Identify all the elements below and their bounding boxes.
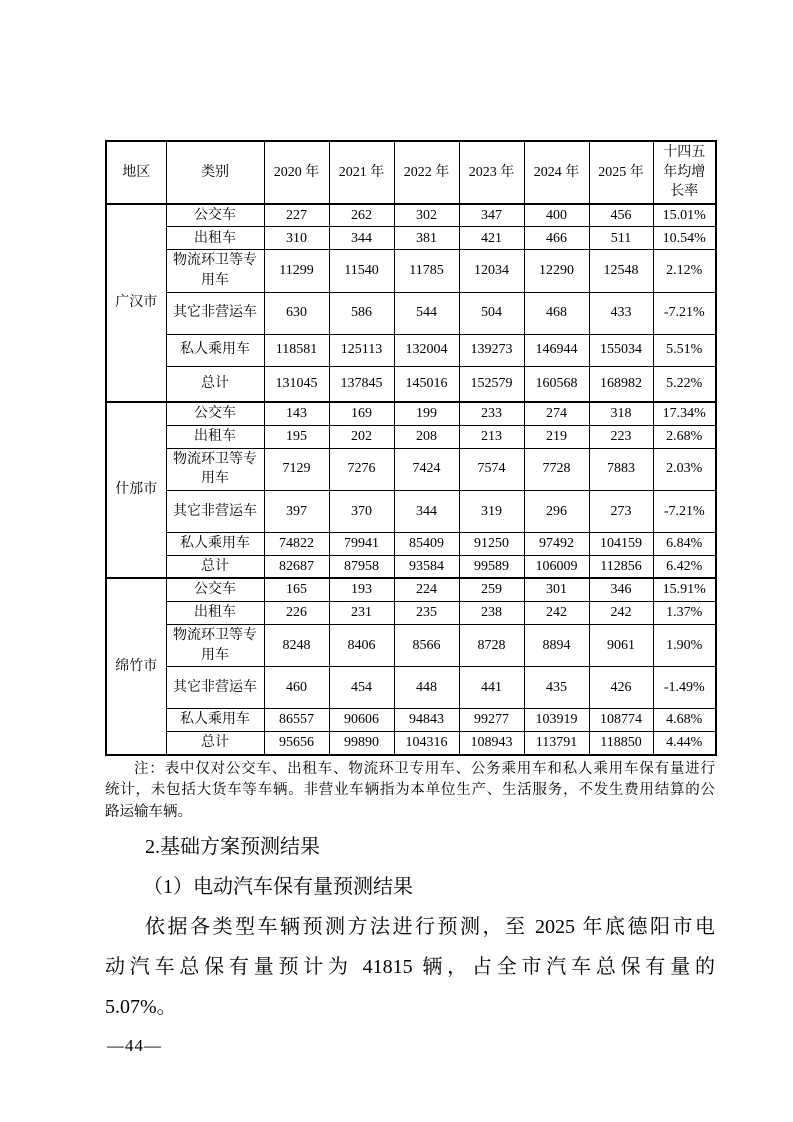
growth-cell: 17.34% — [653, 402, 716, 425]
growth-cell: 5.51% — [653, 334, 716, 366]
value-cell: 93584 — [394, 555, 459, 578]
subsection-heading: （1）电动汽车保有量预测结果 — [143, 876, 413, 899]
value-cell: 202 — [329, 425, 394, 448]
value-cell: 441 — [459, 667, 524, 709]
value-cell: 426 — [589, 667, 653, 709]
value-cell: 344 — [329, 227, 394, 250]
table-row — [106, 334, 716, 366]
value-cell: 235 — [394, 602, 459, 625]
value-cell: 12290 — [524, 250, 589, 292]
value-cell: 152579 — [459, 366, 524, 402]
value-cell: 7728 — [524, 448, 589, 490]
value-cell: 468 — [524, 292, 589, 334]
value-cell: 213 — [459, 425, 524, 448]
value-cell: 143 — [264, 402, 329, 425]
value-cell: 630 — [264, 292, 329, 334]
table-row — [106, 732, 716, 755]
value-cell: 397 — [264, 490, 329, 532]
value-cell: 448 — [394, 667, 459, 709]
table-row — [106, 625, 716, 667]
value-cell: 82687 — [264, 555, 329, 578]
value-cell: 238 — [459, 602, 524, 625]
table-row — [106, 555, 716, 578]
value-cell: 160568 — [524, 366, 589, 402]
growth-cell: 10.54% — [653, 227, 716, 250]
category-cell: 物流环卫等专用车 — [166, 250, 264, 292]
value-cell: 131045 — [264, 366, 329, 402]
table-header-row — [106, 141, 716, 204]
table-body — [106, 204, 716, 755]
value-cell: 421 — [459, 227, 524, 250]
value-cell: 99277 — [459, 709, 524, 732]
growth-cell: 6.84% — [653, 532, 716, 555]
value-cell: 586 — [329, 292, 394, 334]
value-cell: 454 — [329, 667, 394, 709]
category-cell: 总计 — [166, 732, 264, 755]
table-row — [106, 366, 716, 402]
category-cell: 公交车 — [166, 578, 264, 601]
value-cell: 113791 — [524, 732, 589, 755]
growth-cell: 1.90% — [653, 625, 716, 667]
value-cell: 227 — [264, 204, 329, 227]
growth-cell: -7.21% — [653, 292, 716, 334]
value-cell: 456 — [589, 204, 653, 227]
value-cell: 85409 — [394, 532, 459, 555]
value-cell: 165 — [264, 578, 329, 601]
category-cell: 其它非营运车 — [166, 667, 264, 709]
value-cell: 8406 — [329, 625, 394, 667]
value-cell: 11299 — [264, 250, 329, 292]
table-row — [106, 292, 716, 334]
value-cell: 273 — [589, 490, 653, 532]
value-cell: 370 — [329, 490, 394, 532]
category-cell: 私人乘用车 — [166, 334, 264, 366]
value-cell: 346 — [589, 578, 653, 601]
value-cell: 259 — [459, 578, 524, 601]
value-cell: 155034 — [589, 334, 653, 366]
category-cell: 私人乘用车 — [166, 532, 264, 555]
value-cell: 99589 — [459, 555, 524, 578]
table-row — [106, 227, 716, 250]
value-cell: 104316 — [394, 732, 459, 755]
value-cell: 199 — [394, 402, 459, 425]
category-cell: 公交车 — [166, 402, 264, 425]
paragraph-line: 依据各类型车辆预测方法进行预测，至 2025 年底德阳市电 — [145, 916, 715, 939]
value-cell: 8566 — [394, 625, 459, 667]
header-year-2025: 2025 年 — [589, 141, 653, 204]
value-cell: 7424 — [394, 448, 459, 490]
growth-cell: 5.22% — [653, 366, 716, 402]
value-cell: 74822 — [264, 532, 329, 555]
page-number: —44— — [107, 1036, 162, 1056]
table-row — [106, 709, 716, 732]
category-cell: 出租车 — [166, 227, 264, 250]
table-row — [106, 402, 716, 425]
table-row — [106, 578, 716, 601]
value-cell: 301 — [524, 578, 589, 601]
table-row — [106, 448, 716, 490]
region-cell: 绵竹市 — [106, 578, 166, 754]
category-cell: 公交车 — [166, 204, 264, 227]
value-cell: 208 — [394, 425, 459, 448]
growth-cell: 2.68% — [653, 425, 716, 448]
value-cell: 302 — [394, 204, 459, 227]
value-cell: 132004 — [394, 334, 459, 366]
value-cell: 219 — [524, 425, 589, 448]
value-cell: 233 — [459, 402, 524, 425]
table-row — [106, 204, 716, 227]
value-cell: 11540 — [329, 250, 394, 292]
value-cell: 7129 — [264, 448, 329, 490]
note-line: 路运输车辆。 — [105, 803, 192, 820]
growth-cell: -7.21% — [653, 490, 716, 532]
value-cell: 7883 — [589, 448, 653, 490]
region-cell: 广汉市 — [106, 204, 166, 402]
table-row — [106, 667, 716, 709]
value-cell: 319 — [459, 490, 524, 532]
value-cell: 90606 — [329, 709, 394, 732]
header-year-2024: 2024 年 — [524, 141, 589, 204]
header-growth-rate: 十四五年均增长率 — [653, 141, 716, 204]
value-cell: 108943 — [459, 732, 524, 755]
value-cell: 97492 — [524, 532, 589, 555]
table-row — [106, 425, 716, 448]
category-cell: 其它非营运车 — [166, 490, 264, 532]
value-cell: 195 — [264, 425, 329, 448]
value-cell: 226 — [264, 602, 329, 625]
value-cell: 12034 — [459, 250, 524, 292]
value-cell: 9061 — [589, 625, 653, 667]
category-cell: 出租车 — [166, 602, 264, 625]
value-cell: 460 — [264, 667, 329, 709]
value-cell: 8728 — [459, 625, 524, 667]
growth-cell: 1.37% — [653, 602, 716, 625]
value-cell: 106009 — [524, 555, 589, 578]
value-cell: 12548 — [589, 250, 653, 292]
value-cell: 262 — [329, 204, 394, 227]
body-paragraph — [105, 907, 715, 1027]
value-cell: 95656 — [264, 732, 329, 755]
value-cell: 99890 — [329, 732, 394, 755]
value-cell: 137845 — [329, 366, 394, 402]
paragraph-line: 5.07%。 — [105, 996, 177, 1019]
table-row — [106, 250, 716, 292]
value-cell: 108774 — [589, 709, 653, 732]
growth-cell: 6.42% — [653, 555, 716, 578]
value-cell: 86557 — [264, 709, 329, 732]
growth-cell: 2.03% — [653, 448, 716, 490]
value-cell: 504 — [459, 292, 524, 334]
value-cell: 7276 — [329, 448, 394, 490]
section-heading: 2.基础方案预测结果 — [145, 836, 320, 859]
value-cell: 104159 — [589, 532, 653, 555]
value-cell: 168982 — [589, 366, 653, 402]
page-content — [105, 140, 715, 1056]
value-cell: 125113 — [329, 334, 394, 366]
table-row — [106, 490, 716, 532]
value-cell: 79941 — [329, 532, 394, 555]
value-cell: 400 — [524, 204, 589, 227]
value-cell: 224 — [394, 578, 459, 601]
value-cell: 139273 — [459, 334, 524, 366]
note-line: 注：表中仅对公交车、出租车、物流环卫专用车、公务乘用车和私人乘用车保有量进行 — [134, 760, 715, 777]
value-cell: 344 — [394, 490, 459, 532]
category-cell: 出租车 — [166, 425, 264, 448]
table-note — [105, 759, 715, 824]
growth-cell: 15.91% — [653, 578, 716, 601]
category-cell: 物流环卫等专用车 — [166, 625, 264, 667]
value-cell: 310 — [264, 227, 329, 250]
category-cell: 物流环卫等专用车 — [166, 448, 264, 490]
value-cell: 433 — [589, 292, 653, 334]
category-cell: 私人乘用车 — [166, 709, 264, 732]
table-row — [106, 532, 716, 555]
value-cell: 274 — [524, 402, 589, 425]
value-cell: 193 — [329, 578, 394, 601]
value-cell: 94843 — [394, 709, 459, 732]
table-row — [106, 602, 716, 625]
value-cell: 466 — [524, 227, 589, 250]
note-line: 统计，未包括大货车等车辆。非营业车辆指为本单位生产、生活服务，不发生费用结算的公 — [105, 782, 715, 799]
header-year-2020: 2020 年 — [264, 141, 329, 204]
value-cell: 11785 — [394, 250, 459, 292]
value-cell: 8248 — [264, 625, 329, 667]
value-cell: 318 — [589, 402, 653, 425]
value-cell: 381 — [394, 227, 459, 250]
header-year-2023: 2023 年 — [459, 141, 524, 204]
vehicle-forecast-table — [105, 140, 717, 756]
category-cell: 总计 — [166, 555, 264, 578]
header-category: 类别 — [166, 141, 264, 204]
paragraph-line: 动汽车总保有量预计为 41815 辆，占全市汽车总保有量的 — [105, 956, 715, 979]
value-cell: 87958 — [329, 555, 394, 578]
value-cell: 118850 — [589, 732, 653, 755]
header-year-2021: 2021 年 — [329, 141, 394, 204]
value-cell: 242 — [589, 602, 653, 625]
category-cell: 其它非营运车 — [166, 292, 264, 334]
value-cell: 103919 — [524, 709, 589, 732]
value-cell: 146944 — [524, 334, 589, 366]
value-cell: 511 — [589, 227, 653, 250]
value-cell: 91250 — [459, 532, 524, 555]
region-cell: 什邡市 — [106, 402, 166, 578]
value-cell: 8894 — [524, 625, 589, 667]
growth-cell: 4.44% — [653, 732, 716, 755]
value-cell: 347 — [459, 204, 524, 227]
growth-cell: -1.49% — [653, 667, 716, 709]
value-cell: 118581 — [264, 334, 329, 366]
growth-cell: 4.68% — [653, 709, 716, 732]
value-cell: 435 — [524, 667, 589, 709]
value-cell: 145016 — [394, 366, 459, 402]
value-cell: 231 — [329, 602, 394, 625]
category-cell: 总计 — [166, 366, 264, 402]
header-year-2022: 2022 年 — [394, 141, 459, 204]
value-cell: 242 — [524, 602, 589, 625]
growth-cell: 15.01% — [653, 204, 716, 227]
value-cell: 223 — [589, 425, 653, 448]
header-region: 地区 — [106, 141, 166, 204]
value-cell: 544 — [394, 292, 459, 334]
value-cell: 296 — [524, 490, 589, 532]
value-cell: 7574 — [459, 448, 524, 490]
growth-cell: 2.12% — [653, 250, 716, 292]
value-cell: 112856 — [589, 555, 653, 578]
value-cell: 169 — [329, 402, 394, 425]
